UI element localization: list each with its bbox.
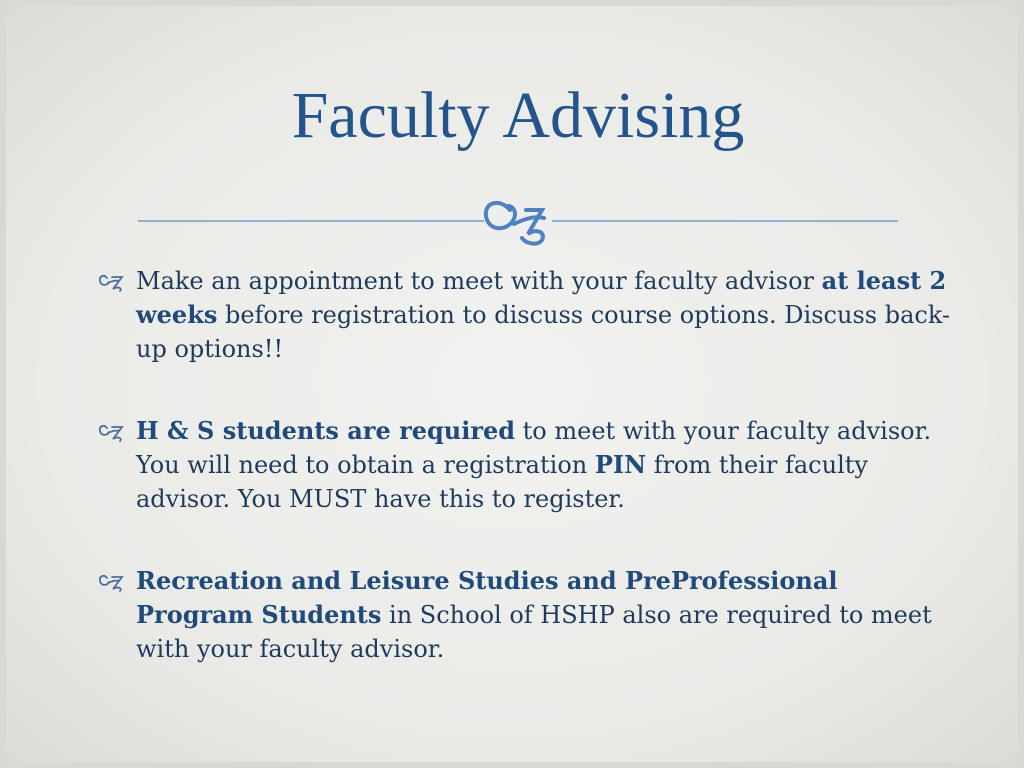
slide-title: Faculty Advising (291, 79, 745, 152)
bullet-item (98, 564, 958, 666)
bullet-text: Recreation and Leisure Studies and PreProfessional Program Students in School of HSHP also are required to meet with your faculty advisor. (136, 566, 932, 663)
curly-bullet-icon (98, 570, 126, 592)
ornament-flourish-icon (138, 188, 898, 248)
bullet-text: Make an appointment to meet with your faculty advisor at least 2 weeks before registration to discuss course options. Discuss back-up options!! (136, 266, 951, 363)
curly-bullet-icon (98, 420, 126, 442)
bullet-item (98, 414, 958, 516)
bullet-list (98, 264, 958, 714)
curly-bullet-icon (98, 270, 126, 292)
bullet-text: H & S students are required to meet with your faculty advisor. You will need to obtain a registration PIN from their faculty advisor. You MUST have this to register. (136, 416, 932, 513)
bullet-item (98, 264, 958, 366)
